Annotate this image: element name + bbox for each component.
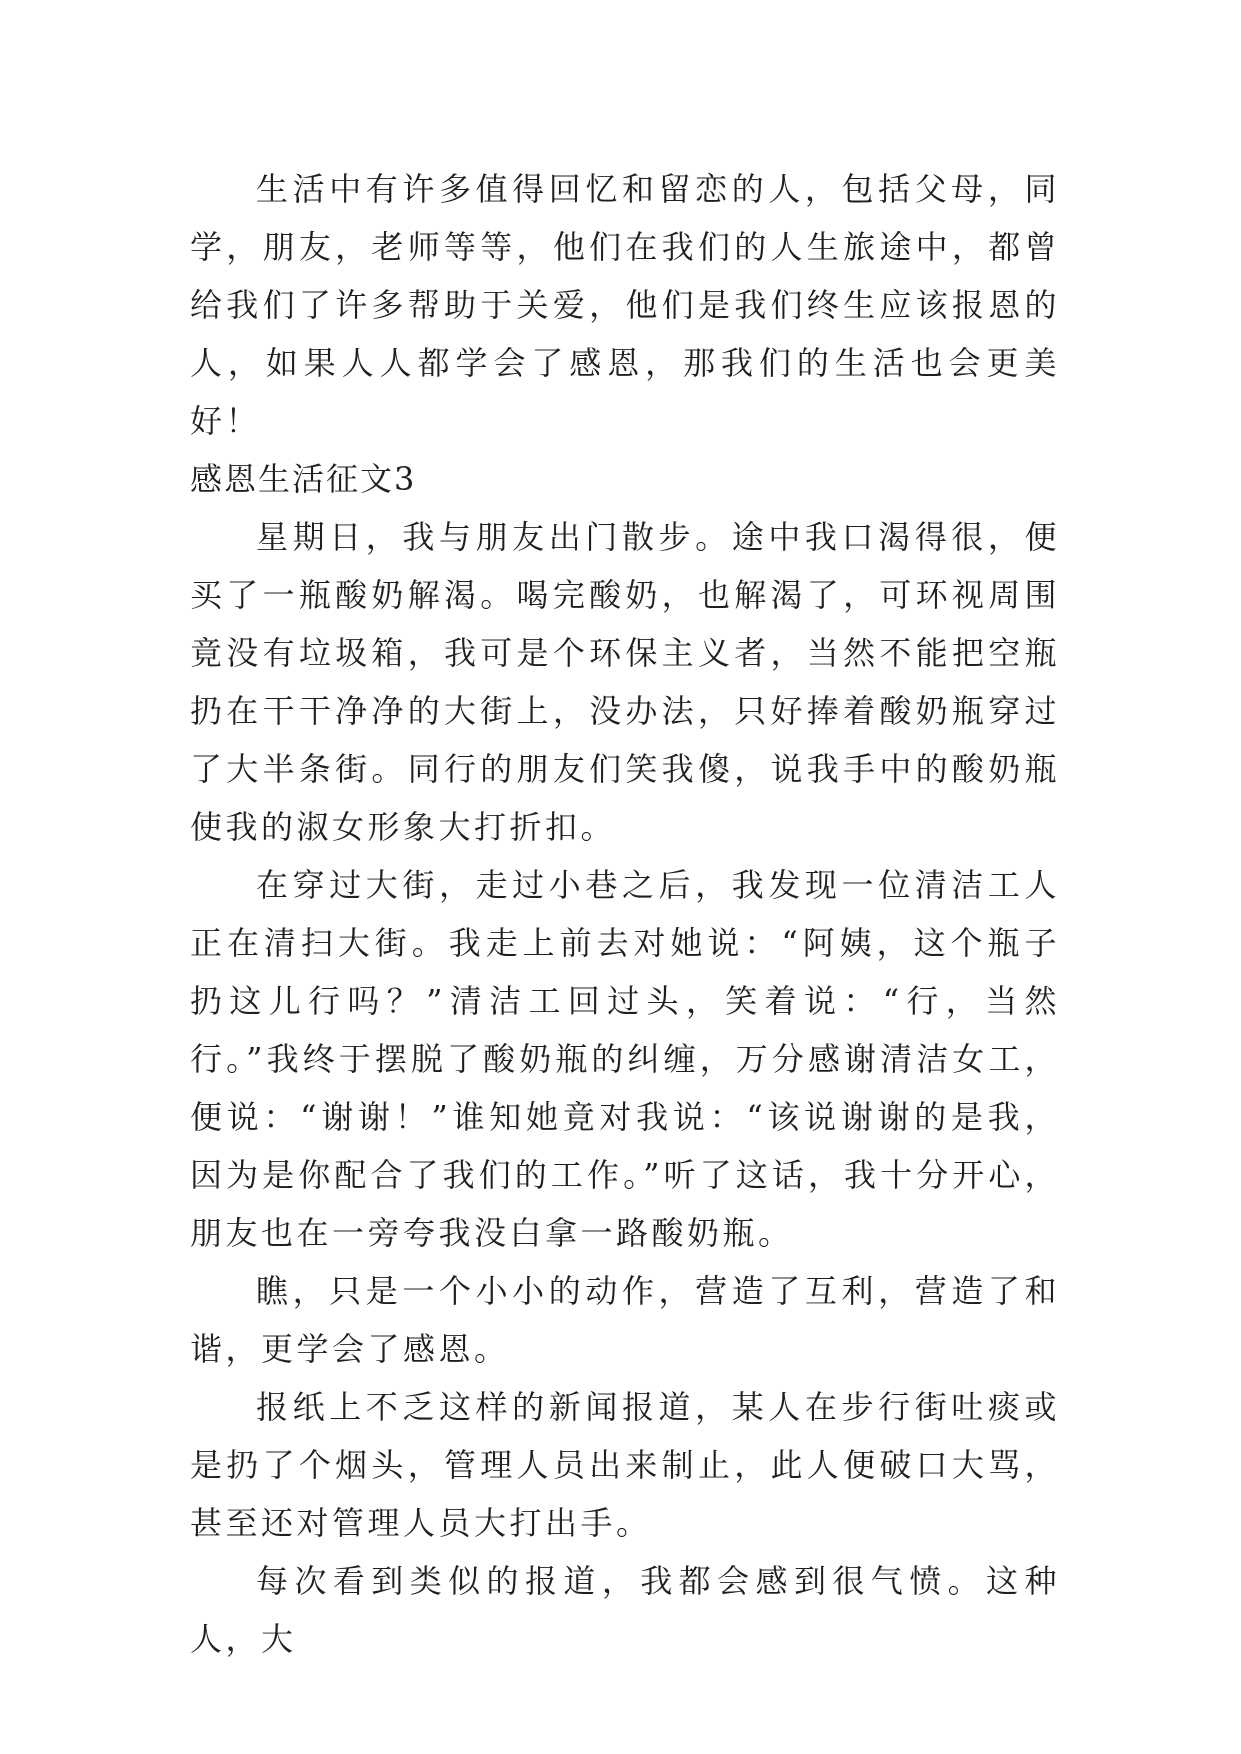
paragraph-cleaner-encounter: 在穿过大街，走过小巷之后，我发现一位清洁工人正在清扫大街。我走上前去对她说：“阿姨，这个瓶子扔这儿行吗？”清洁工回过头，笑着说：“行，当然行。”我终于摆脱了酸奶瓶的纠缠，万分感谢清洁女工，便说：“谢谢！”谁知她竟对我说：“该说谢谢的是我，因为是你配合了我们的工作。”听了这话，我十分开心，朋友也在一旁夸我没白拿一路酸奶瓶。 <box>190 866 1060 1252</box>
section-heading: 感恩生活征文3 <box>190 460 417 498</box>
document-body <box>190 160 1060 1668</box>
paragraph-gratitude-people: 生活中有许多值得回忆和留恋的人，包括父母，同学，朋友，老师等等，他们在我们的人生旅途中，都曾给我们了许多帮助于关爱，他们是我们终生应该报恩的人，如果人人都学会了感恩，那我们的生活也会更美好！ <box>190 170 1060 440</box>
paragraph-indignation: 每次看到类似的报道，我都会感到很气愤。这种人，大 <box>190 1562 1060 1658</box>
paragraph-harmony: 瞧，只是一个小小的动作，营造了互利，营造了和谐，更学会了感恩。 <box>190 1272 1060 1368</box>
paragraph-news-report: 报纸上不乏这样的新闻报道，某人在步行街吐痰或是扔了个烟头，管理人员出来制止，此人便破口大骂，甚至还对管理人员大打出手。 <box>190 1388 1060 1542</box>
paragraph-yogurt-walk: 星期日，我与朋友出门散步。途中我口渴得很，便买了一瓶酸奶解渴。喝完酸奶，也解渴了，可环视周围竟没有垃圾箱，我可是个环保主义者，当然不能把空瓶扔在干干净净的大街上，没办法，只好捧着酸奶瓶穿过了大半条街。同行的朋友们笑我傻，说我手中的酸奶瓶使我的淑女形象大打折扣。 <box>190 518 1060 846</box>
